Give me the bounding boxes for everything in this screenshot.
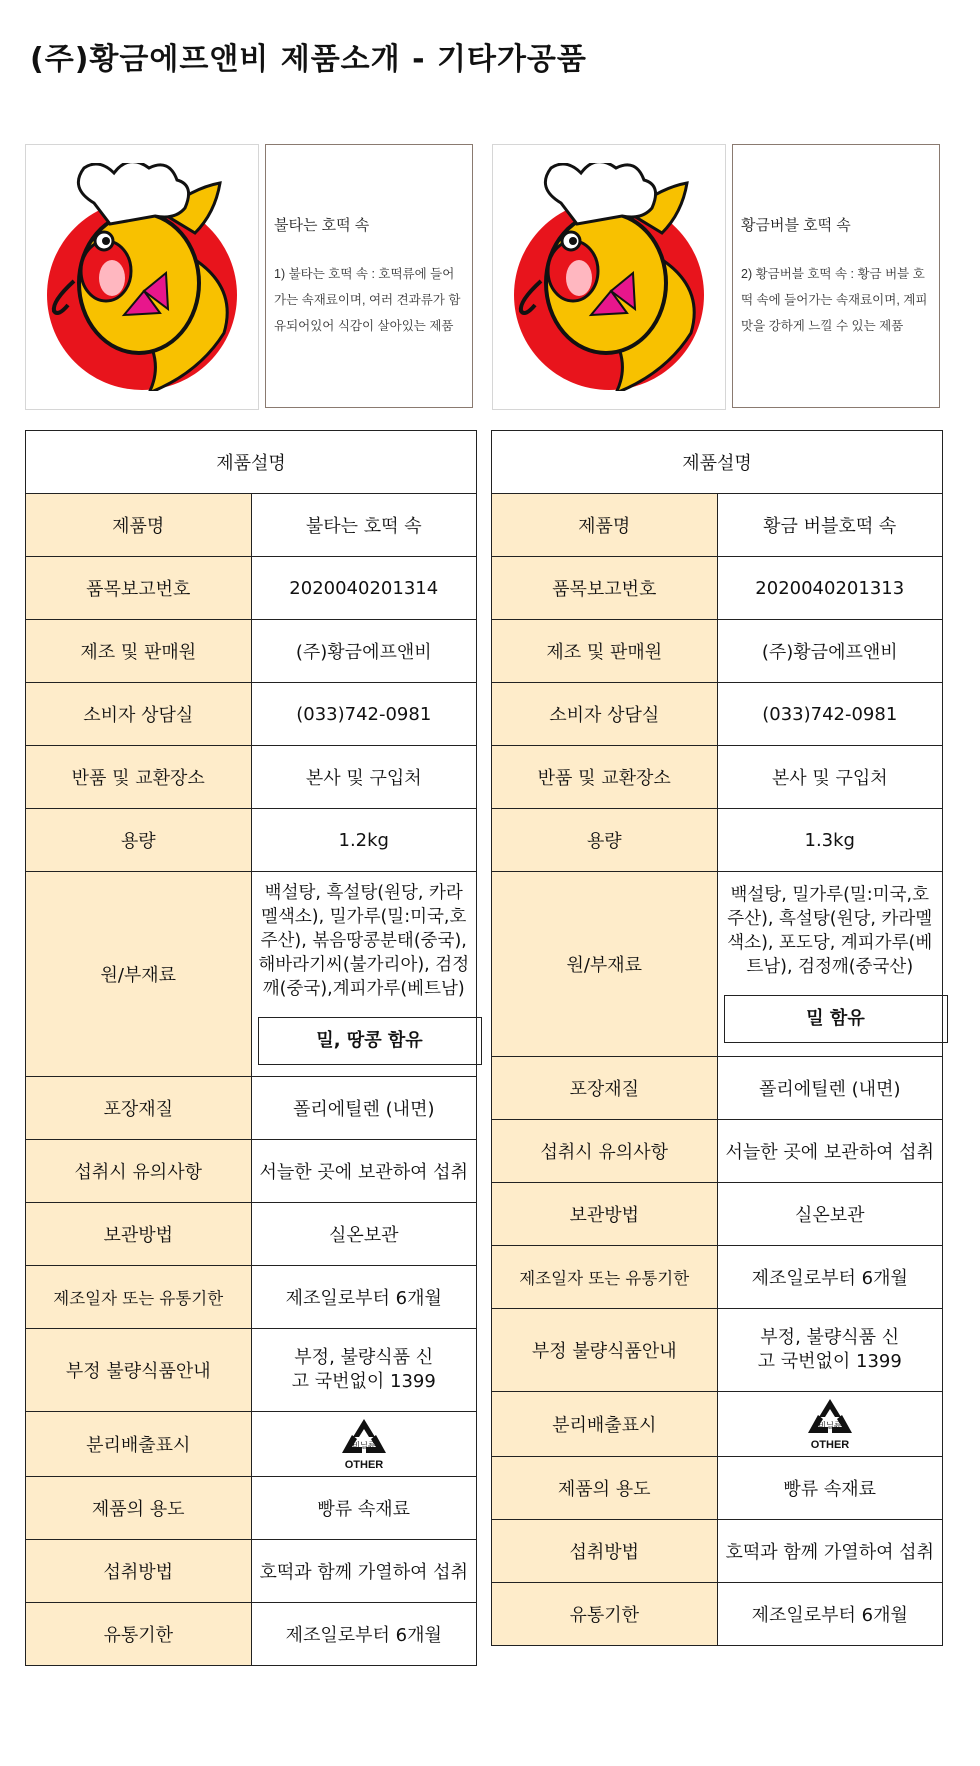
row-label: 보관방법 <box>26 1203 252 1266</box>
row-label: 제품의 용도 <box>26 1477 252 1540</box>
table-row <box>492 557 943 620</box>
ingredients-cell <box>717 872 943 1057</box>
row-label: 제조일자 또는 유통기한 <box>492 1246 718 1309</box>
product-description-1: 1) 불타는 호떡 속 : 호떡류에 들어가는 속재료이며, 여러 견과류가 함유되어있어 식감이 살아있는 제품 <box>274 266 461 333</box>
page-title: (주)황금에프앤비 제품소개 - 기타가공품 <box>30 42 587 77</box>
table-row <box>492 872 943 1057</box>
row-value: 빵류 속재료 <box>717 1457 943 1520</box>
table-row <box>26 809 477 872</box>
row-label: 제품의 용도 <box>492 1457 718 1520</box>
row-value: (주)황금에프앤비 <box>717 620 943 683</box>
row-value: 2020040201313 <box>717 557 943 620</box>
row-label: 소비자 상담실 <box>492 683 718 746</box>
table-row <box>26 1266 477 1329</box>
product-description-box-1 <box>265 144 473 408</box>
table-row <box>492 1309 943 1392</box>
row-label: 제조 및 판매원 <box>492 620 718 683</box>
table-row <box>26 1329 477 1412</box>
row-label: 용량 <box>492 809 718 872</box>
recycle-type: 비닐류 <box>352 1441 376 1450</box>
row-label: 제조일자 또는 유통기한 <box>26 1266 252 1329</box>
table-row <box>492 1583 943 1646</box>
row-label: 소비자 상담실 <box>26 683 252 746</box>
table-row <box>492 1520 943 1583</box>
table-row <box>26 557 477 620</box>
row-label: 제조 및 판매원 <box>26 620 252 683</box>
row-label: 분리배출표시 <box>492 1392 718 1457</box>
table-row <box>26 1540 477 1603</box>
table-row <box>26 1077 477 1140</box>
table-row <box>26 1477 477 1540</box>
row-value: (주)황금에프앤비 <box>251 620 477 683</box>
recycle-cell <box>251 1412 477 1477</box>
row-label: 포장재질 <box>492 1057 718 1120</box>
row-value: 부정, 불량식품 신고 국번없이 1399 <box>251 1329 477 1412</box>
table-row <box>492 620 943 683</box>
spec-table-2 <box>491 430 943 1646</box>
table-row <box>492 1246 943 1309</box>
spec-table-1 <box>25 430 477 1666</box>
row-value: 본사 및 구입처 <box>251 746 477 809</box>
row-value: 제조일로부터 6개월 <box>251 1266 477 1329</box>
table-row <box>26 1203 477 1266</box>
table-row <box>492 494 943 557</box>
row-label: 유통기한 <box>492 1583 718 1646</box>
table-row <box>492 1457 943 1520</box>
recycle-cell <box>717 1392 943 1457</box>
allergen-box: 밀 함유 <box>724 995 948 1043</box>
row-label: 분리배출표시 <box>26 1412 252 1477</box>
fish-chef-logo <box>34 163 250 391</box>
recycle-icon <box>800 1397 860 1451</box>
row-value: 실온보관 <box>251 1203 477 1266</box>
ingredients-text: 백설탕, 밀가루(밀:미국,호주산), 흑설탕(원당, 카라멜색소), 포도당, 계피가루(베트남), 검정깨(중국산) <box>727 885 933 977</box>
recycle-icon <box>334 1417 394 1471</box>
recycle-other: OTHER <box>344 1459 383 1471</box>
row-value: 1.2kg <box>251 809 477 872</box>
row-label: 반품 및 교환장소 <box>492 746 718 809</box>
row-value: 실온보관 <box>717 1183 943 1246</box>
row-label: 원/부재료 <box>492 872 718 1057</box>
row-value: 서늘한 곳에 보관하여 섭취 <box>251 1140 477 1203</box>
table-row <box>26 1140 477 1203</box>
product-description-2: 2) 황금버블 호떡 속 : 황금 버블 호떡 속에 들어가는 속재료이며, 계피맛을 강하게 느낄 수 있는 제품 <box>741 266 928 333</box>
row-label: 원/부재료 <box>26 872 252 1077</box>
table-row <box>492 683 943 746</box>
row-value: 서늘한 곳에 보관하여 섭취 <box>717 1120 943 1183</box>
row-value: 제조일로부터 6개월 <box>717 1583 943 1646</box>
table-row <box>492 1183 943 1246</box>
row-value: 호떡과 함께 가열하여 섭취 <box>251 1540 477 1603</box>
ingredients-cell <box>251 872 477 1077</box>
table-row <box>492 1392 943 1457</box>
table-row <box>26 872 477 1077</box>
row-value: 호떡과 함께 가열하여 섭취 <box>717 1520 943 1583</box>
table-row <box>492 809 943 872</box>
row-label: 제품명 <box>26 494 252 557</box>
row-value: 황금 버블호떡 속 <box>717 494 943 557</box>
row-label: 섭취방법 <box>26 1540 252 1603</box>
allergen-box: 밀, 땅콩 함유 <box>258 1017 482 1065</box>
row-value: 부정, 불량식품 신고 국번없이 1399 <box>717 1309 943 1392</box>
row-value: (033)742-0981 <box>717 683 943 746</box>
ingredients-text: 백설탕, 흑설탕(원당, 카라멜색소), 밀가루(밀:미국,호주산), 볶음땅콩분태(중국), 해바라기씨(불가리아), 검정깨(중국),계피가루(베트남) <box>258 883 470 999</box>
row-label: 섭취시 유의사항 <box>26 1140 252 1203</box>
row-value: 빵류 속재료 <box>251 1477 477 1540</box>
table-row <box>492 1057 943 1120</box>
row-value: 1.3kg <box>717 809 943 872</box>
row-value: 제조일로부터 6개월 <box>717 1246 943 1309</box>
row-label: 제품명 <box>492 494 718 557</box>
table-row <box>26 1412 477 1477</box>
row-label: 섭취시 유의사항 <box>492 1120 718 1183</box>
table-row <box>26 746 477 809</box>
row-label: 용량 <box>26 809 252 872</box>
product-name-2: 황금버블 호떡 속 <box>741 216 851 234</box>
product-image-1 <box>25 144 259 410</box>
product-description-box-2 <box>732 144 940 408</box>
row-label: 부정 불량식품안내 <box>492 1309 718 1392</box>
row-value: 본사 및 구입처 <box>717 746 943 809</box>
recycle-other: OTHER <box>810 1439 849 1451</box>
row-label: 섭취방법 <box>492 1520 718 1583</box>
table-row <box>26 620 477 683</box>
table-row <box>26 1603 477 1666</box>
row-value: 폴리에틸렌 (내면) <box>251 1077 477 1140</box>
row-label: 부정 불량식품안내 <box>26 1329 252 1412</box>
row-label: 보관방법 <box>492 1183 718 1246</box>
product-image-2 <box>492 144 726 410</box>
table-row <box>492 1120 943 1183</box>
row-value: (033)742-0981 <box>251 683 477 746</box>
table-row <box>492 746 943 809</box>
table-row <box>26 683 477 746</box>
row-label: 품목보고번호 <box>492 557 718 620</box>
table-row <box>26 494 477 557</box>
row-value: 폴리에틸렌 (내면) <box>717 1057 943 1120</box>
row-value: 제조일로부터 6개월 <box>251 1603 477 1666</box>
row-label: 품목보고번호 <box>26 557 252 620</box>
recycle-type: 비닐류 <box>818 1421 842 1430</box>
row-value: 2020040201314 <box>251 557 477 620</box>
table-header: 제품설명 <box>492 431 943 494</box>
fish-chef-logo <box>501 163 717 391</box>
row-label: 반품 및 교환장소 <box>26 746 252 809</box>
row-label: 유통기한 <box>26 1603 252 1666</box>
row-value: 불타는 호떡 속 <box>251 494 477 557</box>
table-header: 제품설명 <box>26 431 477 494</box>
product-name-1: 불타는 호떡 속 <box>274 216 370 234</box>
row-label: 포장재질 <box>26 1077 252 1140</box>
